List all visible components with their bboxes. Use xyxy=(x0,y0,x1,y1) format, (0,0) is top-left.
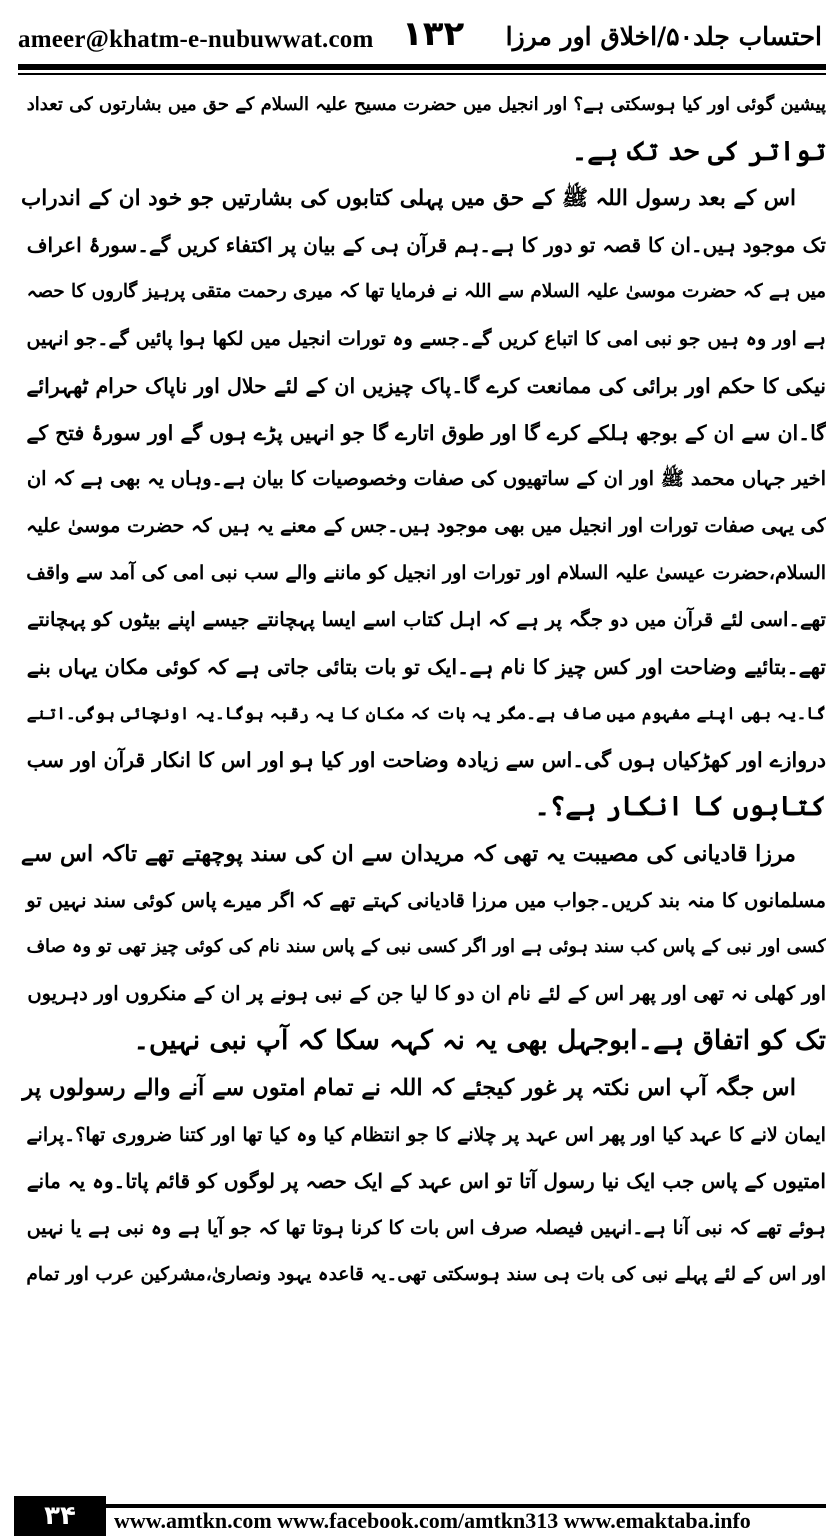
header-rule-thick xyxy=(18,64,826,70)
text-line: ہے اور وہ ہیں جو نبی امی کا اتباع کریں گے۔جسے وہ تورات انجیل میں لکھا ہوا پائیں گے۔جو انہیں xyxy=(26,326,826,350)
header-email: ameer@khatm-e-nubuwwat.com xyxy=(18,26,374,53)
text-line: اخیر جہاں محمد ﷺ اور ان کے ساتھیوں کی صفات وخصوصیات کا بیان ہے۔وہاں یہ بھی ہے کہ ان xyxy=(26,467,826,491)
text-line: مسلمانوں کا منہ بند کریں۔جواب میں مرزا قادیانی کہتے تھے کہ اگر میرے پاس کوئی سند نہیں تو xyxy=(26,888,826,912)
paragraph xyxy=(18,176,826,831)
header-book-title: احتساب جلد۵۰/اخلاق اور مرزا xyxy=(505,22,822,51)
page-header xyxy=(18,0,826,66)
text-line: اور کھلی نہ تھی اور پھر اس کے لئے نام ان دو کا لیا جن کے نبی ہونے پر ان کے منکروں اور دہریوں xyxy=(27,982,826,1006)
text-line: گا۔یہ بھی اپنے مفہوم میں صاف ہے۔مگر یہ بات کہ مکان کا یہ رقبہ ہوگا۔یہ اونچائی ہوگی۔اتنے xyxy=(26,703,826,724)
text-line: ہوئے تھے کہ نبی آنا ہے۔انہیں فیصلہ صرف اس بات کا کرنا ہوتا تھا کہ جو آیا ہے وہ نبی ہے یا نہیں xyxy=(26,1216,826,1240)
text-line: السلام،حضرت عیسیٰ علیہ السلام اور تورات اور انجیل کو ماننے والے سب نبی امی کی آمد سے واقف xyxy=(26,561,826,584)
text-line: تک موجود ہیں۔ان کا قصہ تو دور کا ہے۔ہم قرآن ہی کے بیان پر اکتفاء کریں گے۔سورۂ اعراف xyxy=(26,233,826,258)
text-line: ایمان لانے کا عہد کیا اور پھر اس عہد پر چلانے کا جو انتظام کیا وہ کیا تھا اور کتنا ضروری تھا؟۔پرانے xyxy=(26,1122,826,1146)
text-line: اور اس کے لئے پہلے نبی کی بات ہی سند ہوسکتی تھی۔یہ قاعدہ یہود ونصاریٰ،مشرکین عرب اور تمام xyxy=(26,1263,826,1285)
text-line: تواتر کی حد تک ہے۔ xyxy=(571,135,826,167)
header-rule-thin xyxy=(18,73,826,75)
text-line: میں ہے کہ حضرت موسیٰ علیہ السلام سے اللہ نے فرمایا تھا کہ میری رحمت متقی پرہیز گاروں کا حصہ xyxy=(26,281,826,303)
text-line: کی یہی صفات تورات اور انجیل میں بھی موجود ہیں۔جس کے معنے یہ ہیں کہ حضرت موسیٰ علیہ xyxy=(26,514,826,538)
text-line: اس کے بعد رسول اللہ ﷺ کے حق میں پہلی کتابوں کی بشارتیں جو خود ان کے اندراب xyxy=(20,185,796,211)
footer-page-number: ۳۴ xyxy=(14,1496,106,1536)
paragraph xyxy=(18,1065,826,1299)
text-line: تھے۔اسی لئے قرآن میں دو جگہ پر ہے کہ اہل کتاب اسے ایسا پہچانتے جیسے اپنے بیٹوں کو پہچانتے xyxy=(27,607,826,631)
text-line: تک کو اتفاق ہے۔ابوجہل بھی یہ نہ کہہ سکا کہ آپ نبی نہیں۔ xyxy=(133,1024,826,1056)
text-line: گا۔ان سے ان کے بوجھ ہلکے کرے گا اور طوق اتارے گا جو انہیں پڑے ہوں گے اور سورۂ فتح کے xyxy=(26,420,826,445)
text-line: کسی اور نبی کے پاس کب سند ہوئی ہے اور اگر کسی نبی کے پاس سند نام کی کوئی چیز تھی تو وہ صاف xyxy=(26,936,826,958)
text-line: مرزا قادیانی کی مصیبت یہ تھی کہ مریدان سے ان کی سند پوچھتے تھے تاکہ اس سے xyxy=(20,840,796,867)
footer-urls: www.amtkn.com www.facebook.com/amtkn313 www.emaktaba.info xyxy=(114,1508,751,1533)
page-body xyxy=(18,82,826,1484)
text-line: اس جگہ آپ اس نکتہ پر غور کیجئے کہ اللہ نے تمام امتوں سے آنے والے رسولوں پر xyxy=(22,1074,796,1101)
text-line: دروازے اور کھڑکیاں ہوں گی۔اس سے زیادہ وضاحت اور کیا ہو اور اس کا انکار قرآن اور سب xyxy=(26,748,826,773)
text-line: تھے۔بتائیے وضاحت اور کس چیز کا نام ہے۔ایک تو بات بتائی جاتی ہے کہ کوئی مکان یہاں بنے xyxy=(26,654,826,679)
paragraph xyxy=(18,82,826,176)
header-page-number: ۱۳۲ xyxy=(402,14,465,54)
paragraph xyxy=(18,831,826,1065)
text-line: نیکی کا حکم اور برائی کی ممانعت کرے گا۔پاک چیزیں ان کے لئے حلال اور ناپاک حرام ٹھہرائے xyxy=(26,373,826,398)
page-footer xyxy=(14,1496,826,1536)
text-line: امتیوں کے پاس جب ایک نیا رسول آتا تو اس عہد کے ایک حصہ پر لوگوں کو قائم پاتا۔وہ یہ مانے xyxy=(26,1169,826,1194)
text-line: کتابوں کا انکار ہے؟۔ xyxy=(534,790,826,822)
text-line: پیشین گوئی اور کیا ہوسکتی ہے؟ اور انجیل میں حضرت مسیح علیہ السلام کے حق میں بشارتوں کی تعداد xyxy=(26,94,826,115)
